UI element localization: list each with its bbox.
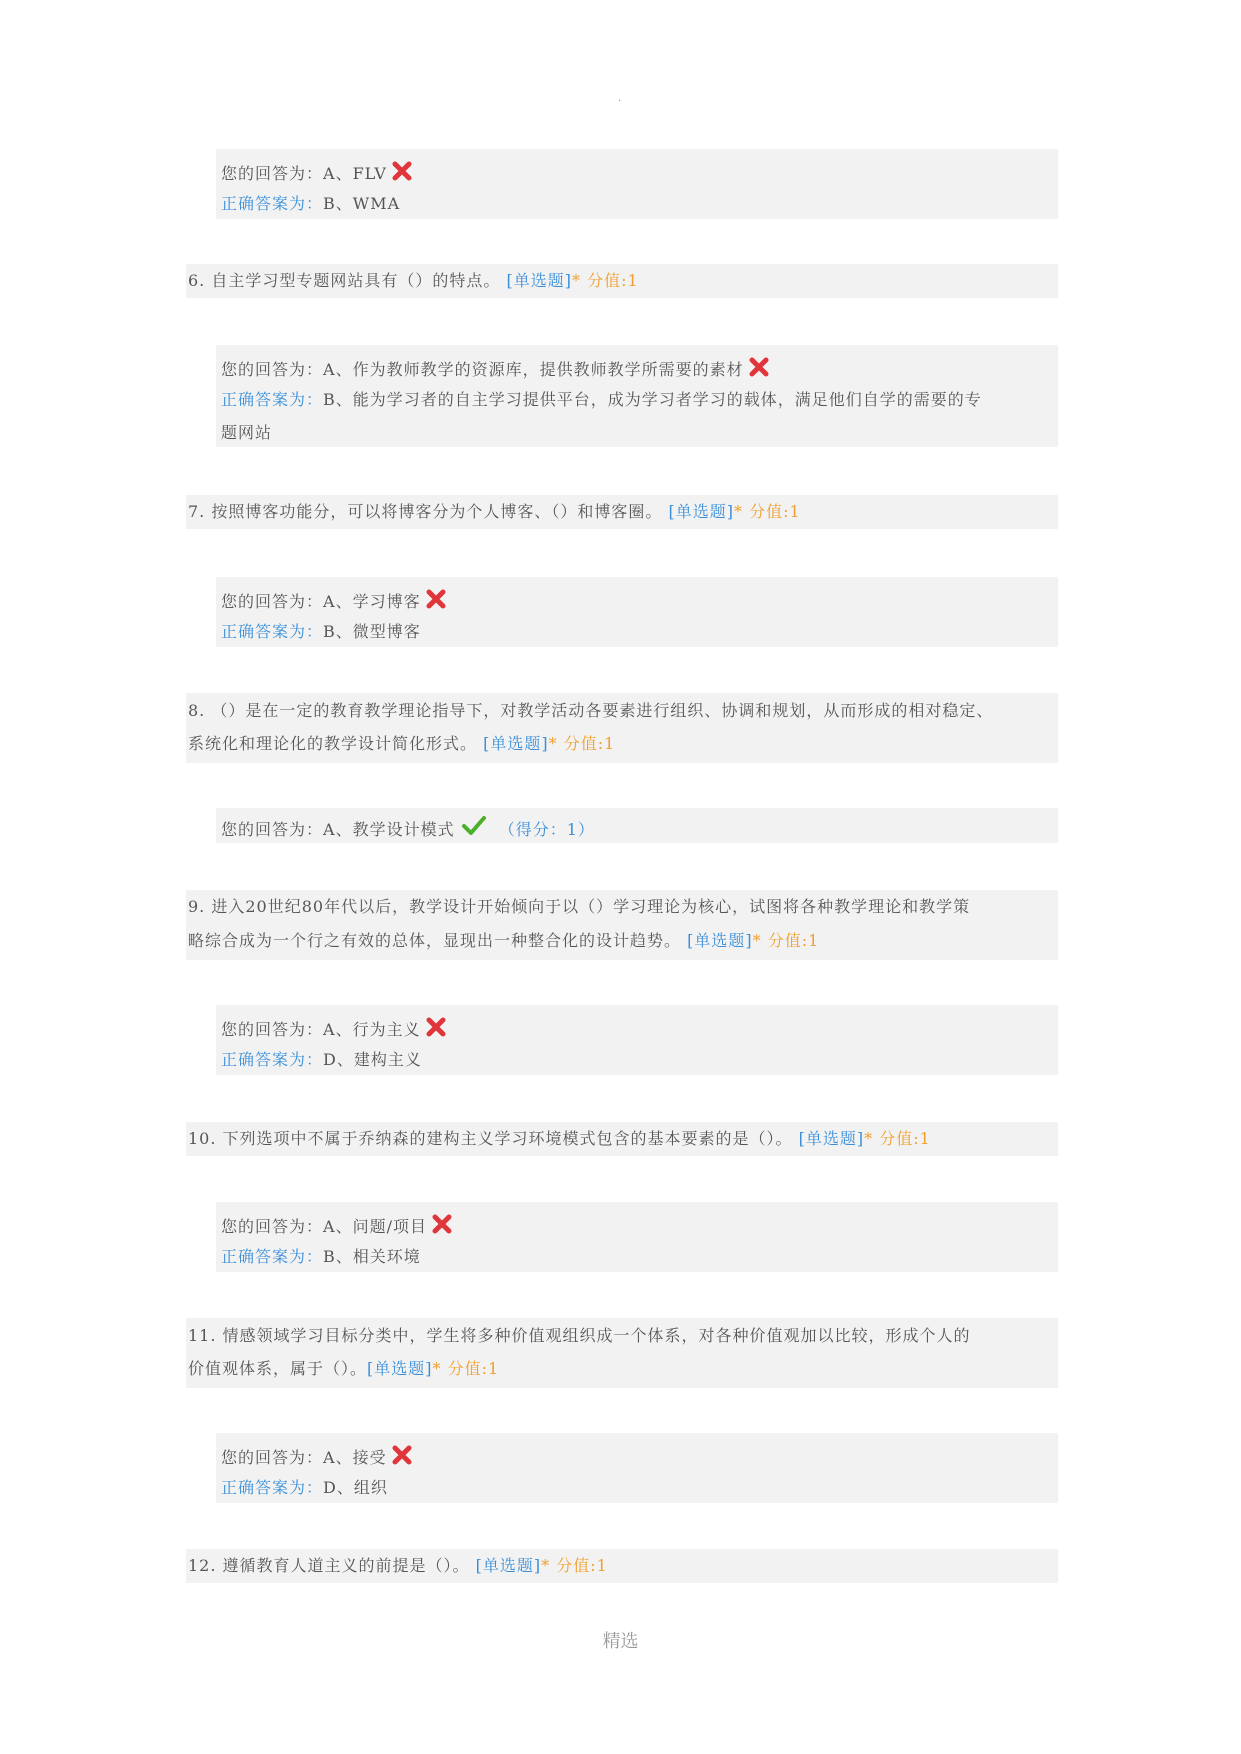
your-answer-value: A、作为教师教学的资源库，提供教师教学所需要的素材 [323, 360, 744, 379]
required-star: * [548, 734, 558, 753]
question-score: 分值:1 [587, 271, 639, 290]
answer-panel-q10 [216, 1202, 1058, 1272]
required-star: * [752, 931, 762, 950]
question-number: 9. [188, 897, 206, 916]
question-text: 情感领域学习目标分类中，学生将多种价值观组织成一个体系，对各种价值观加以比较，形成个人的 [222, 1326, 971, 1345]
question-line [188, 270, 639, 292]
correct-answer-label: 正确答案为： [221, 194, 324, 213]
score-gained: （得分：1） [498, 820, 595, 839]
question-line-1 [188, 896, 970, 918]
question-type-tag: [单选题] [687, 931, 753, 950]
question-number: 8. [188, 701, 206, 720]
check-mark-icon [461, 815, 487, 837]
your-answer-label: 您的回答为： [221, 164, 324, 183]
question-text-continuation: 系统化和理论化的教学设计简化形式。 [188, 734, 478, 753]
question-score: 分值:1 [556, 1556, 608, 1575]
correct-answer-continuation: 题网站 [221, 423, 273, 442]
your-answer-label: 您的回答为： [221, 820, 324, 839]
question-q7 [186, 495, 1058, 529]
your-answer-value: A、接受 [323, 1448, 387, 1467]
answer-panel-q7 [216, 577, 1058, 647]
question-score: 分值:1 [447, 1359, 500, 1378]
correct-answer-row [221, 389, 982, 411]
question-text: （）是在一定的教育教学理论指导下，对教学活动各要素进行组织、协调和规划，从而形成的相对稳定、 [211, 701, 994, 720]
question-score: 分值:1 [749, 502, 801, 521]
correct-answer-label: 正确答案为： [221, 1247, 324, 1266]
correct-answer-value: B、WMA [323, 194, 401, 213]
question-line-2 [188, 733, 615, 755]
answer-panel-q11 [216, 1433, 1058, 1503]
your-answer-label: 您的回答为： [221, 1217, 324, 1236]
question-text-continuation: 价值观体系，属于（）。 [188, 1359, 368, 1378]
your-answer-label: 您的回答为： [221, 592, 324, 611]
question-text: 自主学习型专题网站具有（）的特点。 [211, 271, 501, 290]
question-text: 按照博客功能分，可以将博客分为个人博客、（）和博客圈。 [211, 502, 663, 521]
your-answer-label: 您的回答为： [221, 360, 324, 379]
question-line [188, 1128, 931, 1150]
question-score: 分值:1 [767, 931, 820, 950]
question-number: 7. [188, 502, 206, 521]
question-line-2 [188, 930, 819, 952]
question-q6 [186, 264, 1058, 298]
your-answer-value: A、教学设计模式 [323, 820, 455, 839]
your-answer-label: 您的回答为： [221, 1448, 324, 1467]
required-star: * [733, 502, 743, 521]
your-answer-row [221, 1444, 413, 1469]
correct-answer-row [221, 193, 400, 215]
x-mark-icon [748, 356, 770, 378]
question-line [188, 1555, 608, 1577]
your-answer-value: A、学习博客 [323, 592, 421, 611]
correct-answer-value: D、组织 [323, 1478, 388, 1497]
your-answer-value: A、行为主义 [323, 1020, 421, 1039]
answer-panel-q6 [216, 345, 1058, 447]
question-text: 遵循教育人道主义的前提是（）。 [222, 1556, 470, 1575]
question-number: 12. [188, 1556, 217, 1575]
correct-answer-label: 正确答案为： [221, 1050, 324, 1069]
correct-answer-label: 正确答案为： [221, 1478, 324, 1497]
question-type-tag: [单选题] [367, 1359, 433, 1378]
question-type-tag: [单选题] [483, 734, 549, 753]
x-mark-icon [425, 1016, 447, 1038]
x-mark-icon [431, 1213, 453, 1235]
your-answer-row [221, 588, 447, 613]
required-star: * [432, 1359, 442, 1378]
question-line-1 [188, 1325, 971, 1347]
question-type-tag: [单选题] [668, 502, 734, 521]
correct-answer-row [221, 1246, 421, 1268]
question-text: 进入20世纪80年代以后，教学设计开始倾向于以（）学习理论为核心，试图将各种教学理论和教学策 [211, 897, 971, 916]
correct-answer-label: 正确答案为： [221, 622, 324, 641]
question-q12 [186, 1549, 1058, 1583]
question-q8 [186, 693, 1058, 763]
question-q9 [186, 890, 1058, 960]
page-top-mark: · [618, 96, 622, 107]
correct-answer-value: B、相关环境 [323, 1247, 421, 1266]
answer-panel-q5 [216, 149, 1058, 219]
your-answer-label: 您的回答为： [221, 1020, 324, 1039]
question-q11 [186, 1318, 1058, 1388]
x-mark-icon [425, 588, 447, 610]
x-mark-icon [391, 1444, 413, 1466]
question-line-1 [188, 700, 993, 722]
question-text: 下列选项中不属于乔纳森的建构主义学习环境模式包含的基本要素的是（）。 [222, 1129, 793, 1148]
question-number: 6. [188, 271, 206, 290]
your-answer-value: A、问题/项目 [323, 1217, 427, 1236]
question-type-tag: [单选题] [475, 1556, 542, 1575]
your-answer-value: A、FLV [323, 164, 387, 183]
your-answer-row [221, 1016, 447, 1041]
correct-answer-row [221, 1477, 388, 1499]
question-text-continuation: 略综合成为一个行之有效的总体，显现出一种整合化的设计趋势。 [188, 931, 682, 950]
correct-answer-value: D、建构主义 [323, 1050, 422, 1069]
answer-panel-q9 [216, 1005, 1058, 1075]
question-line [188, 501, 801, 523]
required-star: * [864, 1129, 874, 1148]
question-q10 [186, 1122, 1058, 1156]
required-star: * [541, 1556, 551, 1575]
correct-answer-value: B、能为学习者的自主学习提供平台，成为学习者学习的载体，满足他们自学的需要的专 [323, 390, 982, 409]
question-number: 11. [188, 1326, 217, 1345]
question-number: 10. [188, 1129, 217, 1148]
your-answer-row [221, 1213, 453, 1238]
x-mark-icon [391, 160, 413, 182]
correct-answer-row [221, 621, 421, 643]
question-type-tag: [单选题] [798, 1129, 865, 1148]
page-footer: 精选 [602, 1631, 639, 1652]
your-answer-row [221, 160, 413, 185]
question-line-2 [188, 1358, 499, 1380]
question-type-tag: [单选题] [506, 271, 572, 290]
question-score: 分值:1 [563, 734, 616, 753]
correct-answer-value: B、微型博客 [323, 622, 421, 641]
answer-panel-q8 [216, 808, 1058, 843]
correct-answer-row [221, 1049, 422, 1071]
your-answer-row [221, 356, 770, 381]
question-score: 分值:1 [879, 1129, 931, 1148]
correct-answer-label: 正确答案为： [221, 390, 324, 409]
required-star: * [571, 271, 581, 290]
your-answer-row [221, 815, 595, 841]
